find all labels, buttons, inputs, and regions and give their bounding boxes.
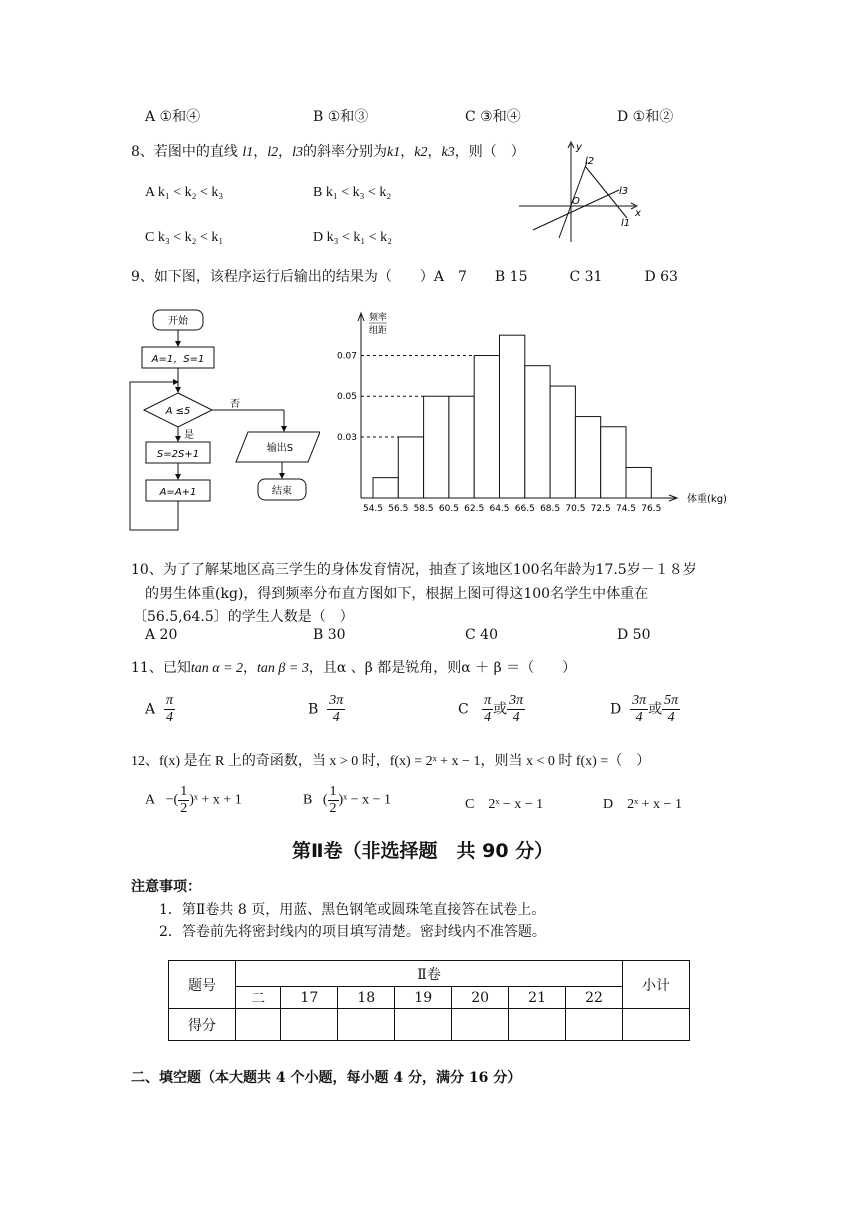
q12-option-b-pre: (	[322, 792, 328, 808]
label-l1: l1	[621, 218, 631, 229]
histogram-bar	[626, 467, 651, 498]
q11-option-d-or: 或	[648, 701, 663, 718]
score-cell[interactable]	[566, 1009, 623, 1041]
histogram-bar	[550, 386, 575, 498]
q11-option-a-fraction	[164, 693, 175, 726]
frac-den: 2	[180, 801, 188, 816]
note-2: 2．答卷前先将密封线内的项目填写清楚。密封线内不准答题。	[159, 924, 546, 940]
q8-option-a: A k₁ < k₂ < k₃	[145, 185, 224, 200]
label-l3: l3	[619, 186, 629, 197]
histogram-bar	[500, 335, 525, 498]
q8-text-b: 的斜率分别为	[303, 144, 388, 160]
x-tick-label: 66.5	[514, 504, 535, 514]
q12-option-a-fraction	[178, 784, 189, 817]
column-header: 18	[338, 987, 395, 1009]
frac-den: 4	[667, 710, 675, 725]
q10-option-c: C 40	[465, 627, 498, 643]
flow-step2-label: A=A+1	[159, 487, 197, 498]
q7-option-d: D ①和②	[617, 109, 674, 125]
x-tick-label: 54.5	[362, 504, 384, 514]
flow-start-label: 开始	[168, 316, 188, 327]
q12-option-a-label: A	[145, 792, 156, 808]
q11-option-b-label: B	[308, 701, 319, 718]
q8-slope-2: k2	[414, 145, 428, 160]
q12-option-a	[145, 784, 242, 817]
q8-option-b: B k₁ < k₃ < k₂	[313, 185, 392, 200]
frac-num: 3π	[329, 693, 344, 708]
q11-stem	[131, 657, 576, 677]
note-1: 1．第Ⅱ卷共 8 页，用蓝、黑色钢笔或圆珠笔直接答在试卷上。	[159, 902, 546, 918]
label-x: x	[635, 208, 641, 219]
histogram-bar	[474, 356, 499, 498]
column-header: 20	[452, 987, 509, 1009]
frac-num: 3π	[632, 693, 647, 708]
label-o: O	[572, 196, 580, 207]
q11-option-a	[145, 693, 175, 726]
flow-init-label: A=1，S=1	[151, 354, 205, 365]
q8-option-c: C k₃ < k₂ < k₁	[145, 230, 224, 245]
q8-slope-1: k1	[387, 145, 401, 160]
q8-line-1: l1	[242, 145, 254, 160]
label-y: y	[576, 142, 582, 153]
frac-num: π	[484, 693, 492, 708]
x-tick-label: 58.5	[413, 504, 434, 514]
q11-option-c-fraction-2	[507, 693, 525, 726]
q11-option-c-fraction-1	[482, 693, 493, 726]
q11-tail: ，且α 、β 都是锐角，则α ＋ β ＝（ ）	[308, 660, 577, 676]
score-cell[interactable]	[623, 1009, 690, 1041]
subtotal-label: 小计	[623, 961, 690, 1009]
flowchart	[120, 300, 320, 540]
q7-option-c: C ③和④	[465, 109, 521, 125]
flow-yes-label: 是	[184, 430, 194, 441]
frac-num: 1	[180, 784, 188, 799]
q11-tan-alpha: tan α = 2	[190, 661, 244, 676]
frac-den: 4	[635, 710, 643, 725]
q12-option-b	[303, 784, 391, 817]
column-header: 二	[236, 987, 281, 1009]
question-label: 题号	[169, 961, 236, 1009]
histogram-bar	[601, 427, 626, 498]
q8-slope-3: k3	[441, 145, 455, 160]
flow-decision-label: A ≤5	[165, 406, 191, 417]
score-cell[interactable]	[395, 1009, 452, 1041]
q12-option-a-pre: −(	[165, 792, 179, 808]
x-tick-label: 64.5	[489, 504, 510, 514]
q11-option-d-fraction-1	[630, 693, 648, 726]
score-cell[interactable]	[452, 1009, 509, 1041]
q10-line2: 的男生体重(kg)，得到频率分布直方图如下，根据上图可得这100名学生中体重在	[145, 586, 649, 602]
q12-option-b-fraction	[328, 784, 339, 817]
q12-option-b-label: B	[303, 792, 313, 808]
column-header: 21	[509, 987, 566, 1009]
q8-option-d: D k₃ < k₁ < k₂	[313, 230, 393, 245]
x-tick-label: 68.5	[540, 504, 561, 514]
q12-option-d: D 2ˣ + x − 1	[603, 797, 682, 812]
q8-number: 8、	[131, 144, 154, 160]
q8-text-c: ，则（ ）	[454, 144, 525, 160]
section-label: Ⅱ卷	[236, 961, 623, 987]
q10-line1: 10、为了了解某地区高三学生的身体发育情况，抽查了该地区100名年龄为17.5岁－１８岁	[131, 562, 697, 578]
q11-option-b	[308, 693, 345, 726]
q11-option-b-fraction	[327, 693, 345, 726]
frac-den: 4	[512, 710, 520, 725]
hist-ylabel-bottom: 组距	[369, 326, 388, 336]
weight-histogram	[325, 305, 735, 520]
q8-lines-figure	[515, 138, 645, 248]
y-tick-label: 0.07	[336, 351, 357, 362]
section2-heading: 二、填空题（本大题共 4 个小题，每小题 4 分，满分 16 分）	[131, 1070, 522, 1086]
q11-number: 11、已知	[131, 660, 191, 676]
frac-den: 4	[166, 710, 174, 725]
q11-option-d-label: D	[610, 701, 622, 718]
frac-den: 2	[329, 801, 337, 816]
q8-line-3: l3	[292, 145, 304, 160]
flow-no-label: 否	[230, 399, 240, 410]
q11-option-c-label: C	[458, 701, 469, 718]
score-table	[168, 960, 690, 1041]
q11-option-a-label: A	[145, 701, 156, 718]
q8-text-a: 若图中的直线	[153, 144, 238, 160]
score-cell[interactable]	[509, 1009, 566, 1041]
flow-end-label: 结束	[272, 486, 292, 497]
q10-option-b: B 30	[313, 627, 346, 643]
x-tick-label: 62.5	[464, 504, 485, 514]
q8-stem: 8、若图中的直线 l1，l2，l3的斜率分别为k1，k2，k3，则（ ）	[131, 144, 525, 160]
frac-num: 5π	[664, 693, 679, 708]
q11-option-d-fraction-2	[662, 693, 680, 726]
histogram-bar	[424, 396, 449, 498]
part2-title: 第Ⅱ卷（非选择题 共 90 分）	[292, 840, 554, 862]
q11-option-c-or: 或	[493, 701, 508, 718]
x-tick-label: 72.5	[590, 504, 611, 514]
q12-option-c: C 2ˣ − x − 1	[465, 797, 544, 812]
x-tick-label: 76.5	[641, 504, 662, 514]
q11-option-d	[610, 693, 680, 726]
score-label: 得分	[169, 1009, 236, 1041]
frac-num: π	[166, 693, 174, 708]
q10-option-d: D 50	[617, 627, 651, 643]
histogram-bar	[575, 417, 600, 498]
frac-num: 3π	[509, 693, 524, 708]
q8-line-2: l2	[267, 145, 279, 160]
hist-xlabel: 体重(kg)	[687, 494, 727, 505]
hist-ylabel-top: 频率	[369, 313, 388, 323]
column-header: 22	[566, 987, 623, 1009]
frac-den: 4	[332, 710, 340, 725]
flow-step1-label: S=2S+1	[156, 449, 200, 460]
histogram-bar	[373, 478, 398, 498]
x-tick-label: 70.5	[565, 504, 586, 514]
notes-title: 注意事项：	[131, 879, 201, 895]
q11-sep: ，	[243, 660, 258, 676]
histogram-bar	[398, 437, 423, 498]
y-tick-label: 0.05	[336, 392, 357, 403]
column-header: 19	[395, 987, 452, 1009]
q10-option-a: A 20	[145, 627, 178, 643]
q10-line3: 〔56.5,64.5〕的学生人数是（ ）	[133, 609, 354, 625]
q7-option-b: B ①和③	[313, 109, 369, 125]
q12-stem: 12、f(x) 是在 R 上的奇函数，当 x > 0 时，f(x) = 2ˣ + x − 1，则当 x < 0 时 f(x) =（ ）	[131, 754, 651, 769]
q9-stem: 9、如下图，该程序运行后输出的结果为（ ）A 7 B 15 C 31 D 63	[131, 269, 678, 285]
x-tick-label: 56.5	[388, 504, 409, 514]
histogram-bar	[525, 366, 550, 498]
label-l2: l2	[585, 156, 595, 167]
q7-option-a: A ①和④	[145, 109, 201, 125]
column-header: 17	[281, 987, 338, 1009]
q12-option-a-post: )ˣ + x + 1	[189, 792, 242, 808]
x-tick-label: 74.5	[615, 504, 637, 514]
q11-option-c	[458, 693, 525, 726]
flow-output-label: 输出S	[266, 443, 294, 454]
q11-tan-beta: tan β = 3	[257, 661, 309, 676]
x-tick-label: 60.5	[438, 504, 459, 514]
score-cell[interactable]	[236, 1009, 281, 1041]
frac-num: 1	[329, 784, 337, 799]
score-cell[interactable]	[281, 1009, 338, 1041]
q12-option-b-post: )ˣ − x − 1	[338, 792, 392, 808]
histogram-bar	[449, 396, 474, 498]
frac-den: 4	[484, 710, 492, 725]
score-cell[interactable]	[338, 1009, 395, 1041]
y-tick-label: 0.03	[336, 432, 357, 443]
